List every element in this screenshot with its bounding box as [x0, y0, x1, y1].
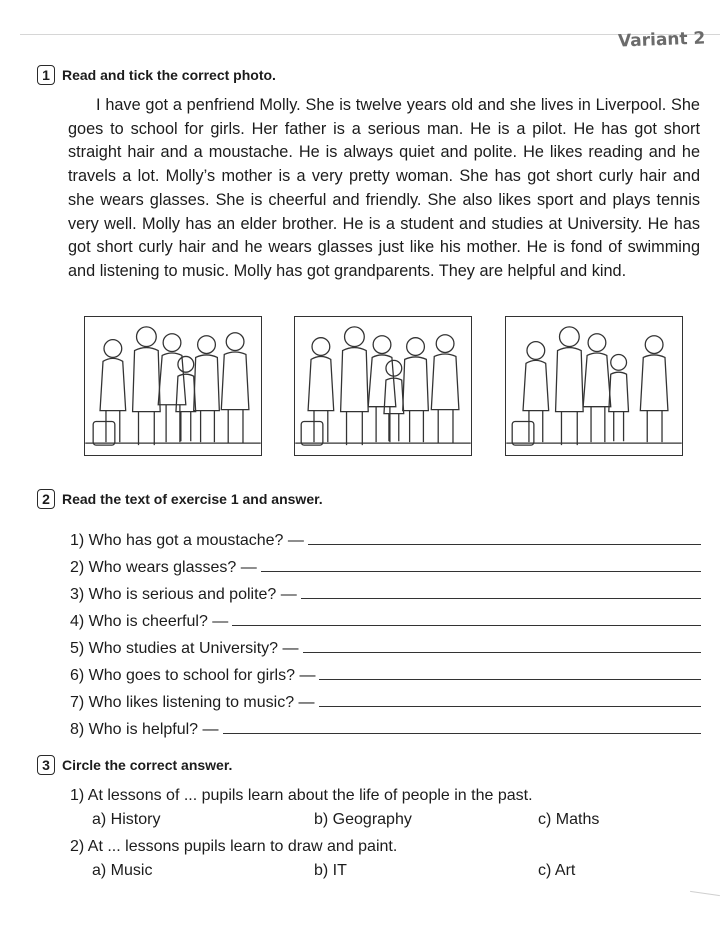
mc-question-stem: 2) At ... lessons pupils learn to draw and paint.: [70, 838, 398, 855]
exercise-2-number: 2: [37, 489, 55, 509]
question-text: 5) Who studies at University? —: [70, 640, 299, 657]
exercise-3-title: Circle the correct answer.: [62, 757, 233, 773]
question-row: [70, 523, 701, 550]
answer-line[interactable]: [301, 598, 701, 599]
question-text: 3) Who is serious and polite? —: [70, 586, 297, 603]
question-row: [70, 604, 701, 631]
family-illustration-2: [295, 317, 471, 455]
question-text: 8) Who is helpful? —: [70, 721, 219, 738]
question-row: [70, 685, 701, 712]
page-corner-mark: [690, 891, 720, 896]
answer-line[interactable]: [232, 625, 701, 626]
exercise-3-number: 3: [37, 755, 55, 775]
question-row: [70, 577, 701, 604]
question-text: 2) Who wears glasses? —: [70, 559, 257, 576]
answer-line[interactable]: [261, 571, 701, 572]
question-text: 4) Who is cheerful? —: [70, 613, 229, 630]
exercise-2-title: Read the text of exercise 1 and answer.: [62, 491, 323, 507]
exercise-1-number: 1: [37, 65, 55, 85]
question-row: [70, 712, 701, 739]
answer-line[interactable]: [308, 544, 701, 545]
option-b[interactable]: b) IT: [314, 862, 347, 879]
option-a[interactable]: a) History: [92, 811, 161, 828]
header-rule: [20, 34, 720, 35]
answer-line[interactable]: [319, 706, 701, 707]
variant-label: Variant 2: [617, 28, 706, 52]
question-row: [70, 550, 701, 577]
exercise-1-header: [37, 65, 276, 85]
mc-question-2: [70, 838, 710, 886]
option-c[interactable]: c) Art: [538, 862, 576, 879]
answer-line[interactable]: [319, 679, 701, 680]
answer-line[interactable]: [223, 733, 701, 734]
exercise-3-header: [37, 755, 232, 775]
mc-question-stem: 1) At lessons of ... pupils learn about the life of people in the past.: [70, 787, 533, 804]
option-b[interactable]: b) Geography: [314, 811, 412, 828]
reading-passage: I have got a penfriend Molly. She is twelve years old and she lives in Liverpool. She goes to school for girls. Her father is a serious man. He is a pilot. He has got short straight hair and a moustache. He is always quiet and polite. He likes reading and he travels a lot. Molly’s mother is a very pretty woman. She has got short curly hair and she wears glasses. She is cheerful and friendly. She also likes sport and plays tennis very well. Molly has an elder brother. He is a student and studies at University. He has got short curly hair and he wears glasses just like his mother. He is fond of swimming and listening to music. Molly has got grandparents. They are helpful and kind.: [68, 96, 700, 280]
mc-options: [70, 811, 710, 835]
question-row: [70, 631, 701, 658]
option-a[interactable]: a) Music: [92, 862, 153, 879]
question-text: 6) Who goes to school for girls? —: [70, 667, 316, 684]
family-photo-3[interactable]: [505, 316, 683, 456]
question-row: [70, 658, 701, 685]
question-text: 1) Who has got a moustache? —: [70, 532, 304, 549]
answer-line[interactable]: [303, 652, 701, 653]
exercise-1-title: Read and tick the correct photo.: [62, 67, 276, 83]
family-illustration-3: [506, 317, 682, 455]
question-list: [70, 523, 701, 739]
family-photo-1[interactable]: [84, 316, 262, 456]
mc-options: [70, 862, 710, 886]
mc-question-1: [70, 787, 710, 835]
exercise-2-header: [37, 489, 323, 509]
family-illustration-1: [85, 317, 261, 455]
question-text: 7) Who likes listening to music? —: [70, 694, 315, 711]
option-c[interactable]: c) Maths: [538, 811, 600, 828]
family-photo-2[interactable]: [294, 316, 472, 456]
